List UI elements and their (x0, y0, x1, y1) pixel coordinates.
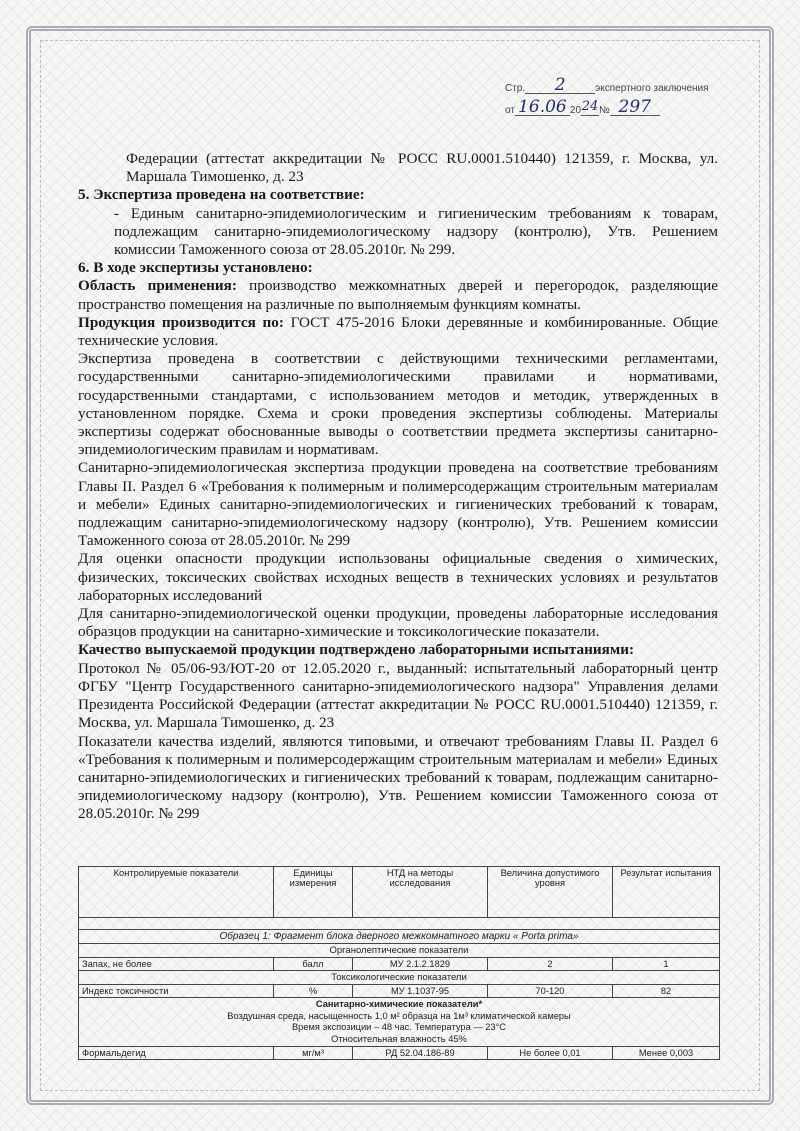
hazard-paragraph: Для оценки опасности продукции использованы официальные сведения о химических, физических, токсических свойствах исходных веществ в технических условиях и результатов лабораторных исследований (78, 550, 718, 604)
cell-method: МУ 2.1.2.1829 (353, 958, 488, 971)
year-prefix: 20 (569, 105, 582, 116)
cell-result: 1 (613, 958, 720, 971)
paragraph-continuation: Федерации (аттестат аккредитации № РОСС RU.0001.510440) 121359, г. Москва, ул. Маршала Тимошенко, д. 23 (126, 150, 718, 186)
section-6-title: 6. В ходе экспертизы установлено: (78, 259, 313, 277)
cell-limit: 2 (488, 958, 613, 971)
sample-row (79, 930, 720, 944)
sanchem-title: Санитарно-химические показатели* (315, 999, 483, 1009)
cell-indicator: Формальдегид (79, 1047, 274, 1060)
cell-limit: 70-120 (488, 985, 613, 998)
cell-units: % (274, 985, 353, 998)
from-label: от (505, 105, 515, 116)
section-row (79, 944, 720, 958)
sanitary-paragraph: Санитарно-эпидемиологическая экспертиза продукции проведена на соответствие требованиям Главы II. Раздел 6 «Требования к полимерным и полимерсодержащим строительным материалам и мебели» Единых санитарно-эпидемиологических и гигиенических требований к товарам, подлежащим санитарно-эпидемиологическому надзору (контролю), Утв. Решением комиссии Таможенного союза от 28.05.2010г. № 299 (78, 459, 718, 550)
product-paragraph (78, 314, 718, 350)
evaluation-paragraph: Для санитарно-эпидемиологической оценки продукции, проведены лабораторные исследования образцов продукции на санитарно-химические и токсикологические показатели. (78, 605, 718, 641)
indicators-paragraph: Показатели качества изделий, являются типовыми, и отвечают требованиям Главы II. Раздел 6 «Требования к полимерным и полимерсодержащим строительным материалам и мебели» Единых санитарно-эпидемиологических и гигиенических требований к товарам, подлежащим санитарно-эпидемиологическому надзору (контролю), Утв. Решением комиссии Таможенного союза от 28.05.2010г. № 299 (78, 732, 718, 823)
header-indicator: Контролируемые показатели (79, 867, 274, 918)
cell-units: мг/м³ (274, 1047, 353, 1060)
cell-indicator: Запах, не более (79, 958, 274, 971)
conclusion-number: 297 (610, 99, 660, 116)
sanchem-note-2: Время экспозиции – 48 час. Температура — 23°С (291, 1022, 506, 1032)
scope-text: производство межкомнатных дверей и перегородок, разделяющие пространство помещения на различные по выполняемым функциям комнаты. (78, 277, 718, 313)
table-row (79, 1047, 720, 1060)
conclusion-year: 24 (581, 99, 599, 114)
toxic-title: Токсикологические показатели (79, 971, 720, 985)
quality-title: Качество выпускаемой продукции подтверждено лабораторными испытаниями: (78, 641, 635, 659)
conclusion-label: экспертного заключения (595, 83, 709, 94)
protocol-paragraph: Протокол № 05/06-93/ЮТ-20 от 12.05.2020 г., выданный: испытательный лабораторный центр ФГБУ "Центр Государственного санитарно-эпидемиологического надзора" Управления делами Президента Российской Федерации (аттестат аккредитации № РОСС RU.0001.510440) 121359, г. Москва, ул. Маршала Тимошенко, д. 23 (78, 659, 718, 732)
page-number: 2 (525, 77, 595, 94)
organoleptic-title: Органолептические показатели (79, 944, 720, 958)
sanchem-block (79, 998, 720, 1047)
sanchem-note-3: Относительная влажность 45% (331, 1033, 467, 1044)
document-body (78, 150, 718, 824)
results-table (78, 866, 720, 1060)
sample-title: Образец 1: Фрагмент блока дверного межкомнатного марки « Porta prima» (79, 930, 720, 944)
cell-method: МУ 1.1037-95 (353, 985, 488, 998)
spacer-row (79, 918, 720, 930)
cell-limit: Не более 0,01 (488, 1047, 613, 1060)
product-label: Продукция производится по: (78, 313, 284, 331)
number-label: № (599, 105, 610, 116)
scope-label: Область применения: (78, 277, 237, 295)
sanchem-note-1: Воздушная среда, насыщенность 1,0 м² образца на 1м³ климатической камеры (227, 1010, 571, 1021)
header-limit: Величина допустимого уровня (488, 867, 613, 918)
cell-result: Менее 0,003 (613, 1047, 720, 1060)
header-method: НТД на методы исследования (353, 867, 488, 918)
section-5-title: 5. Экспертиза проведена на соответствие: (78, 186, 365, 204)
expertise-paragraph: Экспертиза проведена в соответствии с действующими техническими регламентами, государственными санитарно-эпидемиологическими правилами и нормативами, государственными стандартами, с использованием методов и методик, утвержденных в установленном порядке. Схема и сроки проведения экспертизы соблюдены. Материалы экспертизы содержат обоснованные выводы о соответствии предмета экспертизы санитарно-эпидемиологическим правилам и нормативам. (78, 350, 718, 459)
table-row (79, 958, 720, 971)
header-result: Результат испытания (613, 867, 720, 918)
section-5-text: - Единым санитарно-эпидемиологическим и гигиеническим требованиям к товарам, подлежащим санитарно-эпидемиологическому надзору (контролю), Утв. Решением комиссии Таможенного союза от 28.05.2010г. № 299. (114, 204, 718, 259)
cell-units: балл (274, 958, 353, 971)
cell-indicator: Индекс токсичности (79, 985, 274, 998)
section-row (79, 998, 720, 1047)
table-header-row (79, 867, 720, 918)
cell-result: 82 (613, 985, 720, 998)
product-text: ГОСТ 475-2016 Блоки деревянные и комбинированные. Общие технические условия. (78, 313, 718, 350)
page-header-stamp (505, 72, 715, 116)
section-row (79, 971, 720, 985)
header-units: Единицы измерения (274, 867, 353, 918)
page-label: Стр. (505, 83, 526, 94)
conclusion-date: 16.06 (515, 99, 570, 116)
scope-paragraph (78, 277, 718, 313)
cell-method: РД 52.04.186-89 (353, 1047, 488, 1060)
table-row (79, 985, 720, 998)
